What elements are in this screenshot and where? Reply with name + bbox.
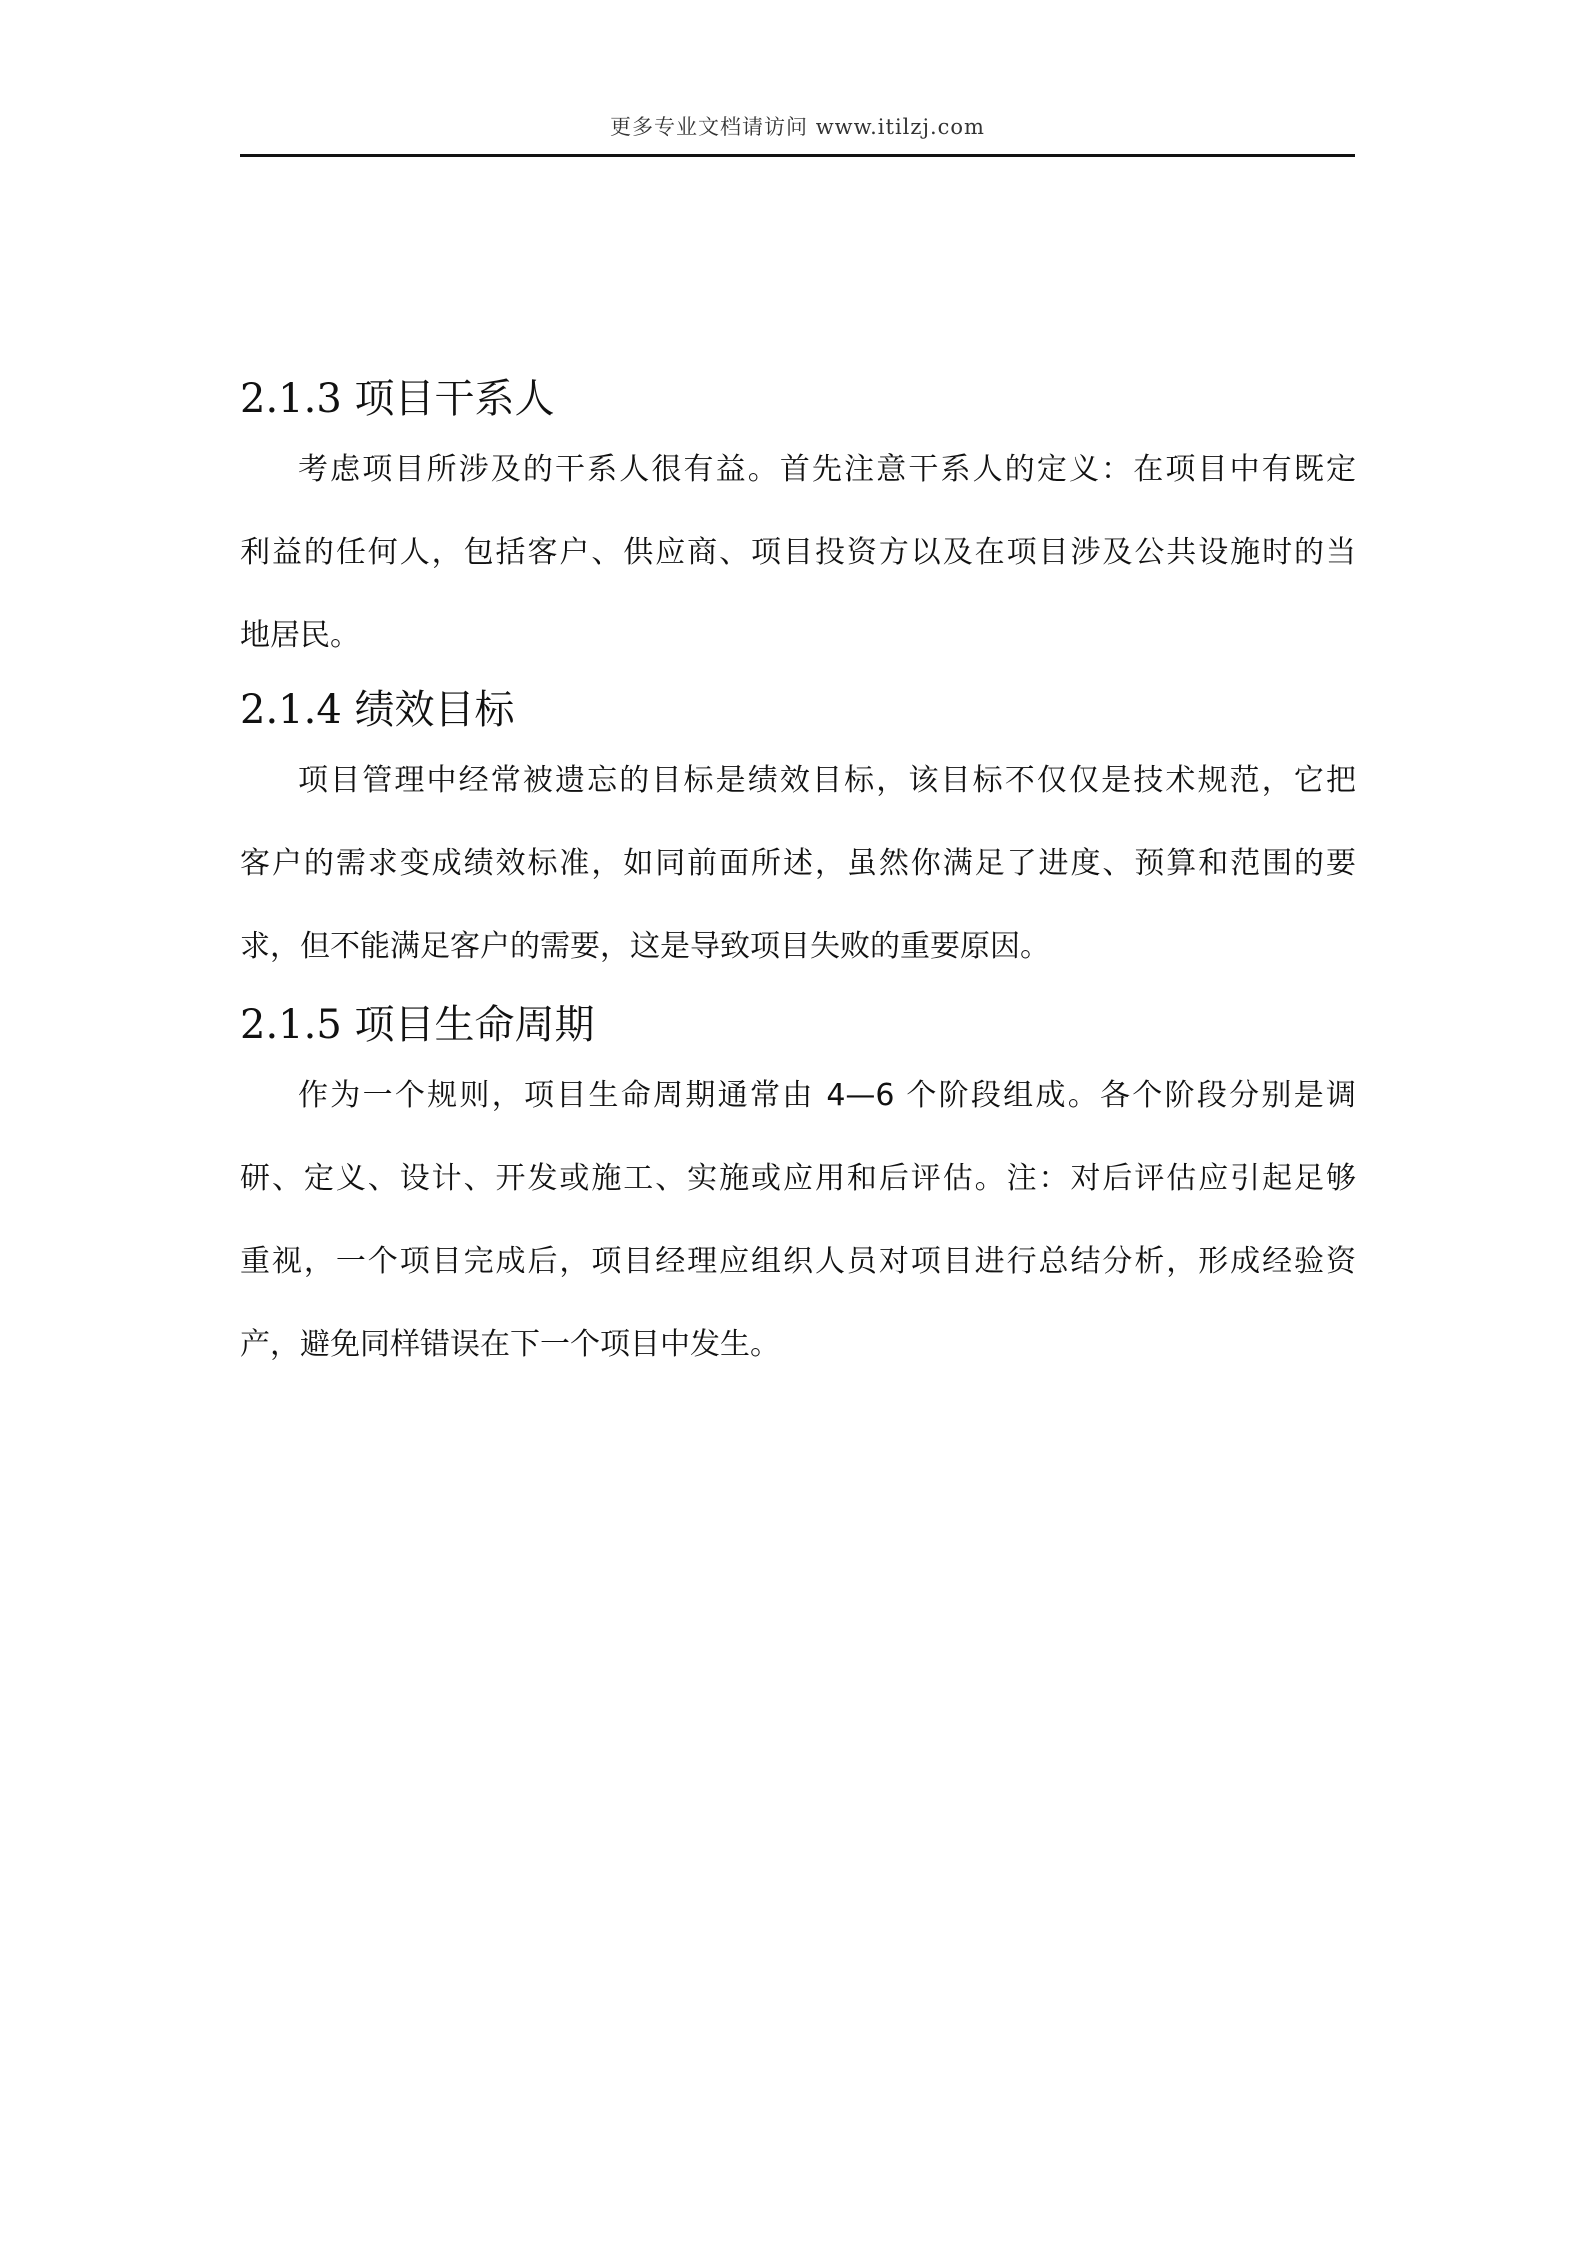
paragraph-stakeholders [240,428,1356,677]
paragraph-line: 作为一个规则，项目生命周期通常由 4—6 个阶段组成。各个阶段分别是调 [298,1078,1356,1113]
paragraph-performance-goals [240,739,1356,988]
paragraph-line: 考虑项目所涉及的干系人很有益。首先注意干系人的定义：在项目中有既定 [298,452,1356,487]
section-heading-2-1-5 [240,996,1356,1054]
paragraph-project-lifecycle [240,1054,1356,1386]
section-number: 2.1.3 [240,376,342,422]
section-heading-2-1-3 [240,370,1356,428]
header-text: 更多专业文档请访问 www.itilzj.com [610,115,985,139]
section-number: 2.1.4 [240,687,342,733]
paragraph-line: 求，但不能满足客户的需要，这是导致项目失败的重要原因。 [240,929,1050,964]
document-body [240,370,1356,1386]
paragraph-line: 客户的需求变成绩效标准，如同前面所述，虽然你满足了进度、预算和范围的要 [240,846,1356,881]
section-title: 项目生命周期 [354,1002,595,1048]
section-heading-2-1-4 [240,681,1356,739]
section-title: 绩效目标 [354,687,515,733]
section-title: 项目干系人 [354,376,555,422]
paragraph-line: 产，避免同样错误在下一个项目中发生。 [240,1327,780,1362]
paragraph-line: 研、定义、设计、开发或施工、实施或应用和后评估。注：对后评估应引起足够 [240,1161,1356,1196]
paragraph-line: 重视，一个项目完成后，项目经理应组织人员对项目进行总结分析，形成经验资 [240,1244,1356,1279]
section-number: 2.1.5 [240,1002,342,1048]
paragraph-line: 利益的任何人，包括客户、供应商、项目投资方以及在项目涉及公共设施时的当 [240,535,1356,570]
paragraph-line: 项目管理中经常被遗忘的目标是绩效目标，该目标不仅仅是技术规范，它把 [298,763,1356,798]
paragraph-line: 地居民。 [240,618,360,653]
page-header [240,112,1355,157]
